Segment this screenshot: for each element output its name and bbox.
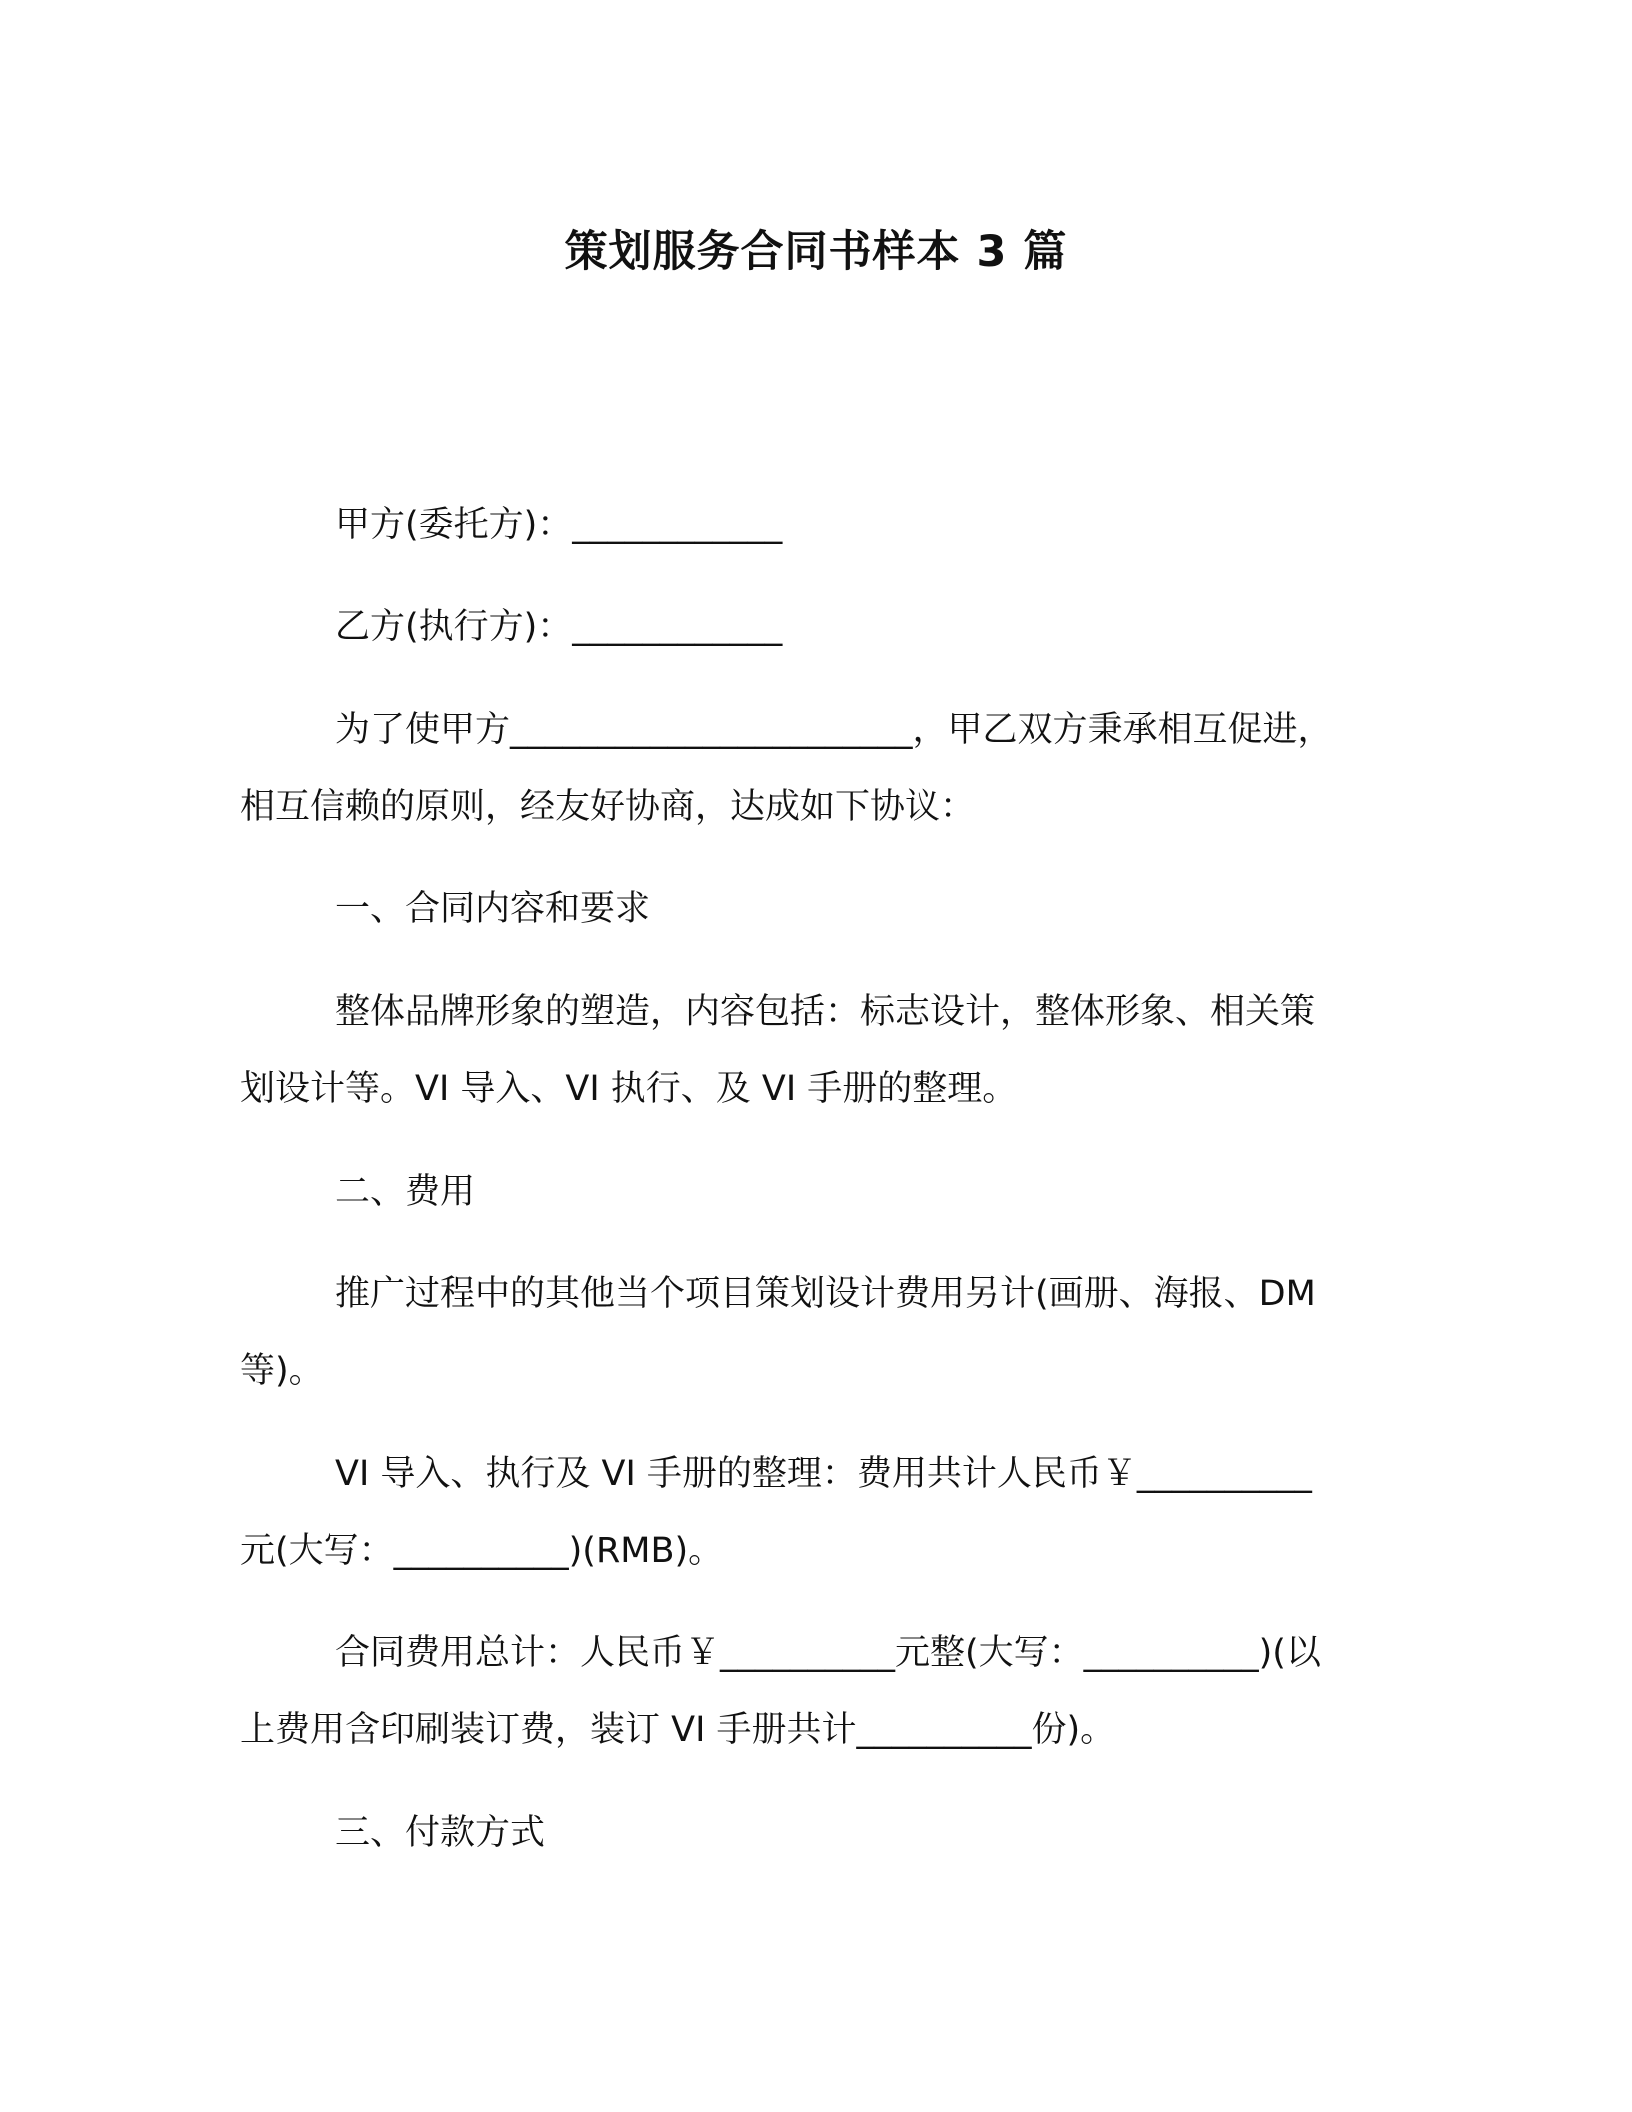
- text-line: 三、付款方式: [335, 1813, 546, 1853]
- text-line: 合同费用总计：人民币￥__________元整(大写：__________)(以: [335, 1633, 1321, 1673]
- party-a-line: [240, 487, 1390, 564]
- text-line: VI 导入、执行及 VI 手册的整理：费用共计人民币￥__________: [335, 1454, 1312, 1494]
- text-line: 甲方(委托方)：____________: [335, 505, 783, 545]
- fee-paragraph-1: [240, 1256, 1390, 1410]
- fee-paragraph-2: [240, 1436, 1390, 1590]
- text-line: 乙方(执行方)：____________: [335, 607, 783, 647]
- section-heading-3: [240, 1795, 1390, 1872]
- text-line: 推广过程中的其他当个项目策划设计费用另计(画册、海报、DM: [335, 1274, 1316, 1314]
- preamble-paragraph: [240, 692, 1390, 846]
- text-line: 一、合同内容和要求: [335, 889, 651, 929]
- content-paragraph: [240, 974, 1390, 1128]
- text-line: 元(大写：__________)(RMB)。: [240, 1531, 724, 1571]
- text-line: 二、费用: [335, 1172, 476, 1212]
- text-line: 整体品牌形象的塑造，内容包括：标志设计，整体形象、相关策: [335, 992, 1316, 1032]
- text-line: 为了使甲方_______________________，甲乙双方秉承相互促进，: [335, 710, 1333, 750]
- text-line: 等)。: [240, 1351, 324, 1391]
- text-line: 相互信赖的原则，经友好协商，达成如下协议：: [240, 787, 976, 827]
- section-heading-2: [240, 1154, 1390, 1231]
- party-b-line: [240, 589, 1390, 666]
- text-line: 上费用含印刷装订费，装订 VI 手册共计__________份)。: [240, 1710, 1116, 1750]
- fee-total-paragraph: [240, 1615, 1390, 1769]
- document-title: 策划服务合同书样本 3 篇: [564, 227, 1068, 277]
- section-heading-1: [240, 871, 1390, 948]
- text-line: 划设计等。VI 导入、VI 执行、及 VI 手册的整理。: [240, 1069, 1018, 1109]
